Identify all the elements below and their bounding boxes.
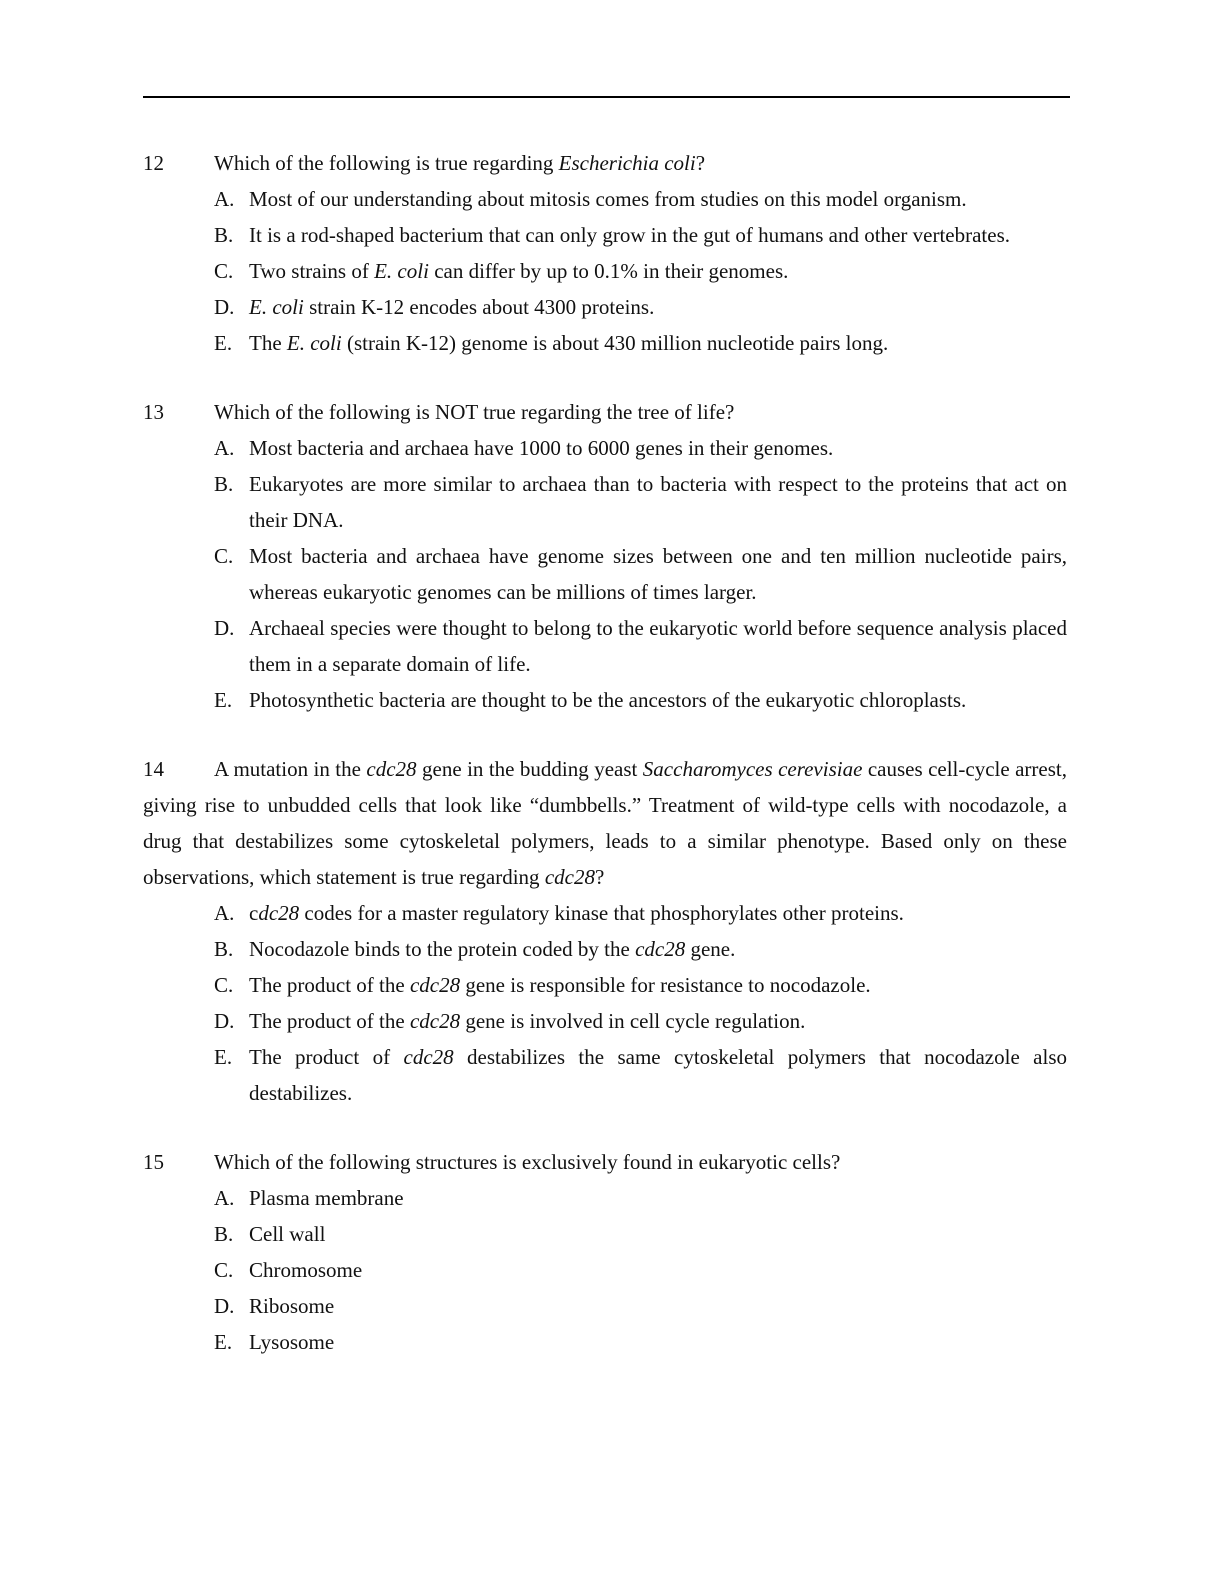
answer-options [214,181,1067,361]
question-stem: Which of the following is NOT true regarding the tree of life? [214,400,735,424]
question-number: 15 [143,1150,164,1174]
answer-option-c: C. Chromosome [214,1258,363,1282]
answer-option-e: E. Photosynthetic bacteria are thought to be the ancestors of the eukaryotic chloroplasts. [214,688,967,712]
answer-option-b: B. It is a rod-shaped bacterium that can only grow in the gut of humans and other vertebrates. [214,223,1011,247]
answer-option-c: C. Most bacteria and archaea have genome sizes between one and ten million nucleotide pairs, whereas eukaryotic genomes can be millions of times larger. [214,544,1067,604]
question-stem: Which of the following is true regarding Escherichia coli? [214,151,706,175]
answer-option-b: B. Cell wall [214,1222,326,1246]
answer-option-e: E. The product of cdc28 destabilizes the same cytoskeletal polymers that nocodazole also destabilizes. [214,1045,1068,1105]
header-rule [143,96,1070,98]
answer-option-c: C. Two strains of E. coli can differ by up to 0.1% in their genomes. [214,259,789,283]
answer-option-b: B. Nocodazole binds to the protein coded by the cdc28 gene. [214,937,736,961]
answer-options [214,895,1067,1111]
question-number: 13 [143,400,164,424]
answer-option-d: D. Archaeal species were thought to belong to the eukaryotic world before sequence analysis placed them in a separate domain of life. [214,616,1067,676]
answer-option-c: C. The product of the cdc28 gene is responsible for resistance to nocodazole. [214,973,871,997]
answer-option-e: E. The E. coli (strain K-12) genome is about 430 million nucleotide pairs long. [214,331,889,355]
answer-option-a: A. Most of our understanding about mitosis comes from studies on this model organism. [214,187,967,211]
answer-options [214,1180,1067,1360]
answer-option-a: A. cdc28 codes for a master regulatory kinase that phosphorylates other proteins. [214,901,904,925]
answer-option-e: E. Lysosome [214,1330,335,1354]
question-stem: 14 A mutation in the cdc28 gene in the budding yeast Saccharomyces cerevisiae causes cell-cycle arrest, giving rise to unbudded cells that look like “dumbbells.” Treatment of wild-type cells with nocodazole, a drug that destabilizes some cytoskeletal polymers, leads to a similar phenotype. Based only on these observations, which statement is true regarding cdc28? [143,751,1067,895]
question-stem: Which of the following structures is exclusively found in eukaryotic cells? [214,1150,841,1174]
question-13 [143,394,1067,718]
question-12 [143,145,1067,361]
question-number: 14 [143,757,164,781]
question-number: 12 [143,151,164,175]
answer-option-a: A. Plasma membrane [214,1186,404,1210]
answer-option-d: D. The product of the cdc28 gene is involved in cell cycle regulation. [214,1009,806,1033]
question-15 [143,1144,1067,1360]
answer-option-d: D. Ribosome [214,1294,335,1318]
question-14 [143,751,1067,1111]
question-list [143,145,1067,1393]
answer-option-d: D. E. coli strain K-12 encodes about 4300 proteins. [214,295,655,319]
answer-options [214,430,1067,718]
answer-option-b: B. Eukaryotes are more similar to archaea than to bacteria with respect to the proteins that act on their DNA. [214,472,1067,532]
answer-option-a: A. Most bacteria and archaea have 1000 to 6000 genes in their genomes. [214,436,834,460]
